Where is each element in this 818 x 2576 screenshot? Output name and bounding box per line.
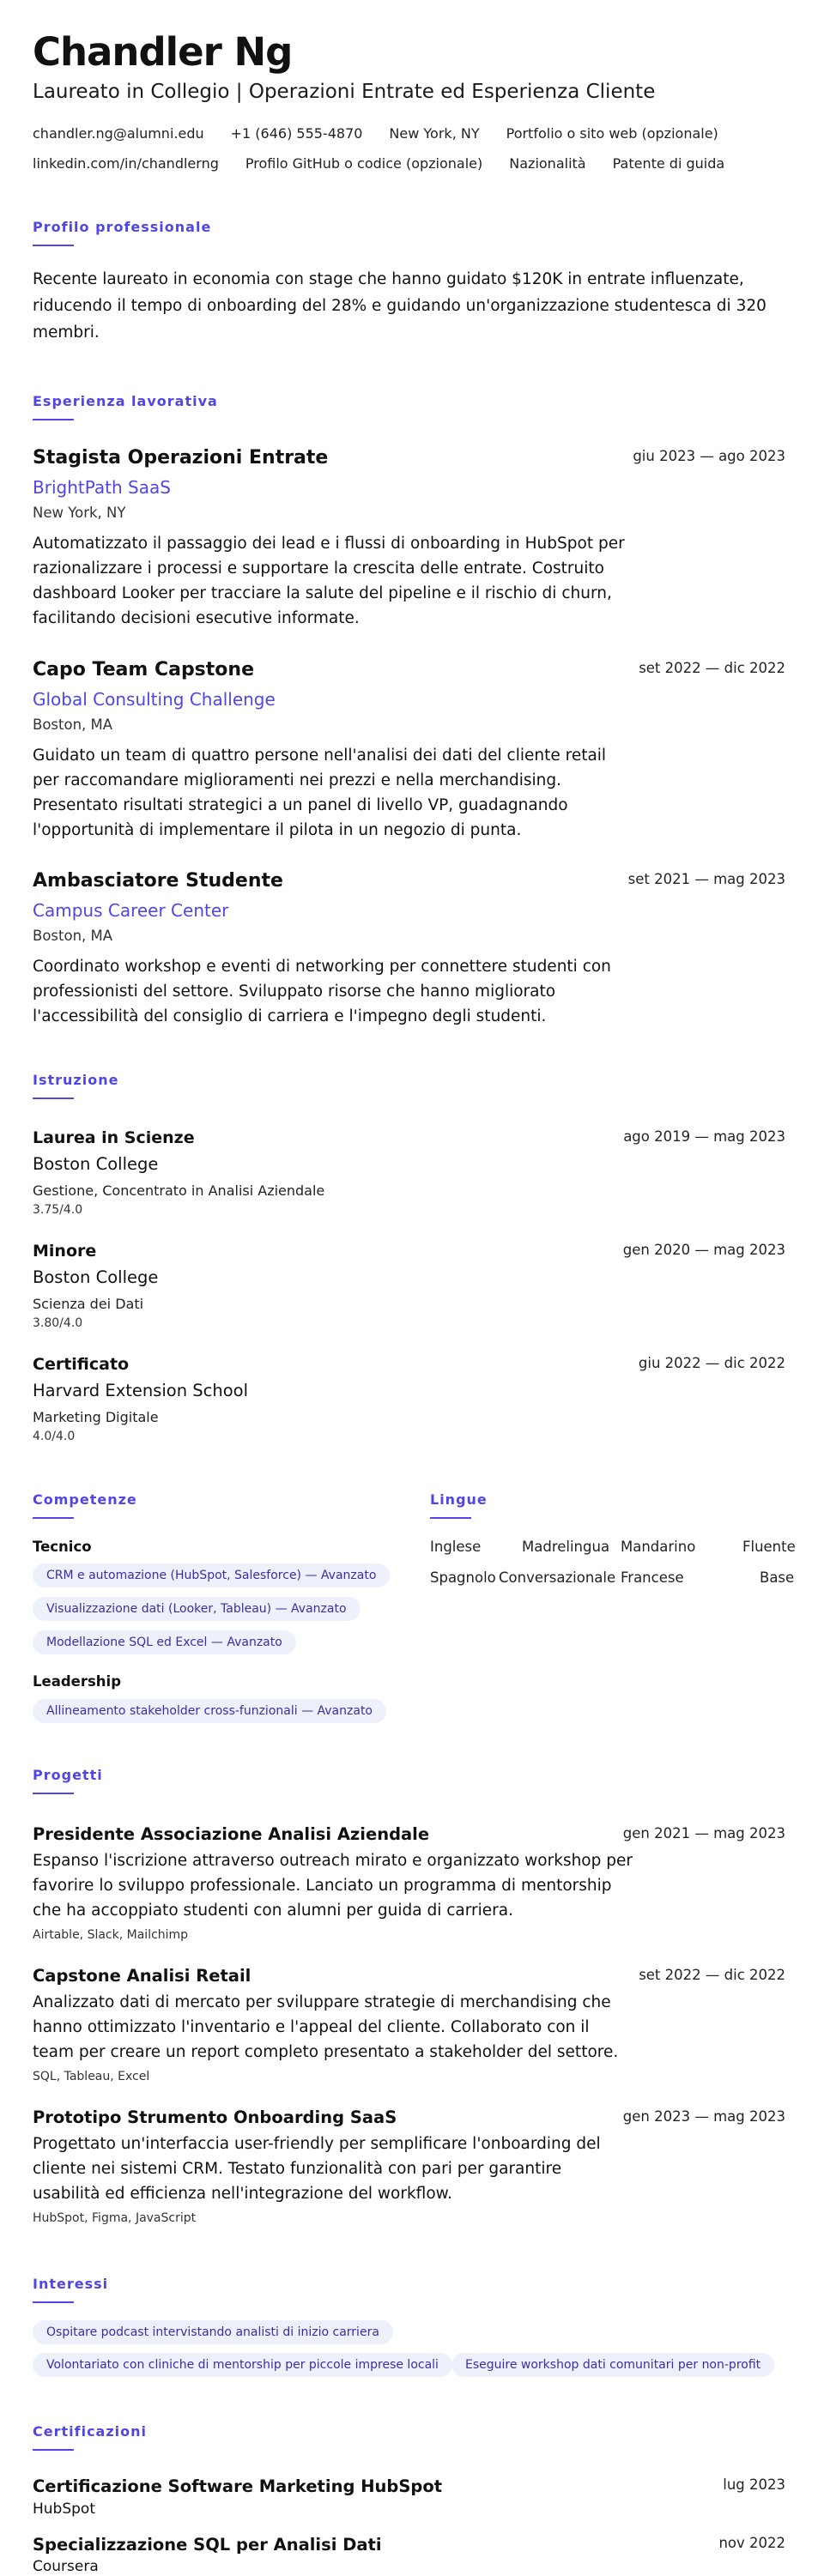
section-title-skills: Competenze [33, 1491, 137, 1508]
edu-gpa: 4.0/4.0 [33, 1430, 76, 1443]
section-title-experience: Esperienza lavorativa [33, 393, 218, 409]
section-title-profile: Profilo professionale [33, 219, 212, 235]
project-description: Analizzato dati di mercato per sviluppare strategie di merchandising che hanno ottimizzato l'inventario e l'appeal del cliente. Collaborato con il team per creare un report completo presentato a stakeholder del settore. [33, 1993, 619, 2061]
skill-group-technical: Tecnico [33, 1539, 92, 1555]
job-role: Capo Team Capstone [33, 659, 254, 680]
job-location: Boston, MA [33, 928, 113, 944]
headline: Laureato in Collegio | Operazioni Entrate ed Esperienza Cliente [33, 81, 656, 103]
project-name: Prototipo Strumento Onboarding SaaS [33, 2107, 397, 2127]
job-dates: set 2022 — dic 2022 [639, 660, 785, 676]
cert-issuer: Coursera [33, 2558, 99, 2575]
edu-school: Boston College [33, 1154, 159, 1174]
interest-tag: Ospitare podcast intervistando analisti di inizio carriera [33, 2320, 393, 2344]
project-description: Espanso l'iscrizione attraverso outreach mirato e organizzato workshop per favorire lo sviluppo professionale. Lanciato un programma di mentorship che ha accoppiato studenti con alumni per guida di carriera. [33, 1852, 633, 1920]
section-title-languages: Lingue [430, 1491, 488, 1508]
skill-group-leadership: Leadership [33, 1673, 122, 1690]
project-dates: gen 2023 — mag 2023 [622, 2108, 785, 2125]
contact-github[interactable]: Profilo GitHub o codice (opzionale) [245, 155, 483, 172]
project-tools: HubSpot, Figma, JavaScript [33, 2211, 197, 2225]
edu-dates: gen 2020 — mag 2023 [622, 1242, 785, 1258]
cert-date: nov 2022 [718, 2535, 785, 2551]
section-title-projects: Progetti [33, 1767, 103, 1783]
contact-nationality: Nazionalità [509, 155, 586, 172]
job-organization: Global Consulting Challenge [33, 689, 276, 710]
language-name: Spagnolo [430, 1569, 496, 1586]
job-role: Ambasciatore Studente [33, 870, 283, 892]
project-dates: gen 2021 — mag 2023 [622, 1825, 785, 1841]
contact-location: New York, NY [389, 125, 480, 142]
language-name: Francese [621, 1569, 684, 1586]
contact-license: Patente di guida [612, 155, 725, 172]
job-organization: Campus Career Center [33, 900, 229, 921]
project-tools: SQL, Tableau, Excel [33, 2070, 150, 2083]
project-name: Capstone Analisi Retail [33, 1966, 251, 1986]
interest-tag: Volontariato con cliniche di mentorship per piccole imprese locali [33, 2353, 452, 2377]
language-level: Fluente [742, 1539, 796, 1555]
section-rule [33, 1517, 74, 1519]
job-dates: set 2021 — mag 2023 [627, 871, 785, 887]
interest-tag: Eseguire workshop dati comunitari per non-profit [451, 2353, 774, 2377]
job-description: Automatizzato il passaggio dei lead e i flussi di onboarding in HubSpot per razionalizzare i processi e supportare la crescita delle entrate. Costruito dashboard Looker per tracciare la salute del pipeline e il rischio di churn, facilitando decisioni esecutive informate. [33, 535, 625, 627]
language-name: Mandarino [621, 1539, 696, 1555]
edu-degree: Minore [33, 1242, 97, 1261]
language-name: Inglese [430, 1539, 482, 1555]
section-rule [33, 2449, 74, 2451]
contact-email[interactable]: chandler.ng@alumni.edu [33, 125, 204, 142]
section-rule [33, 1098, 74, 1099]
language-level: Base [760, 1569, 795, 1586]
section-rule [33, 2301, 74, 2303]
section-title-interests: Interessi [33, 2276, 109, 2292]
edu-school: Boston College [33, 1267, 159, 1287]
contact-linkedin[interactable]: linkedin.com/in/chandlerng [33, 155, 219, 172]
language-level: Conversazionale [499, 1569, 616, 1586]
job-location: New York, NY [33, 505, 126, 521]
project-name: Presidente Associazione Analisi Aziendale [33, 1824, 430, 1844]
edu-field: Marketing Digitale [33, 1409, 159, 1425]
section-title-certifications: Certificazioni [33, 2423, 148, 2440]
skill-tag: CRM e automazione (HubSpot, Salesforce) — Avanzato [33, 1563, 390, 1587]
project-description: Progettato un'interfaccia user-friendly per semplificare l'onboarding del cliente nei sistemi CRM. Testato funzionalità con pari per garantire usabilità ed efficienza nell'integrazione del workflow. [33, 2135, 601, 2203]
contact-portfolio[interactable]: Portfolio o sito web (opzionale) [506, 125, 718, 142]
edu-school: Harvard Extension School [33, 1381, 249, 1400]
profile-summary: Recente laureato in economia con stage che hanno guidato $120K in entrate influenzate, riducendo il tempo di onboarding del 28% e guidando un'organizzazione studentesca di 320 membri. [33, 270, 766, 342]
edu-field: Scienza dei Dati [33, 1296, 144, 1312]
section-rule [33, 1793, 74, 1794]
edu-degree: Laurea in Scienze [33, 1128, 195, 1147]
skill-tag: Allineamento stakeholder cross-funzionali — Avanzato [33, 1699, 386, 1723]
project-tools: Airtable, Slack, Mailchimp [33, 1928, 189, 1942]
edu-dates: ago 2019 — mag 2023 [623, 1128, 785, 1145]
skill-tag: Modellazione SQL ed Excel — Avanzato [33, 1630, 296, 1654]
skill-tag: Visualizzazione dati (Looker, Tableau) — Avanzato [33, 1597, 361, 1621]
job-organization: BrightPath SaaS [33, 477, 171, 498]
job-dates: giu 2023 — ago 2023 [633, 448, 785, 464]
contact-phone[interactable]: +1 (646) 555-4870 [230, 125, 363, 142]
edu-gpa: 3.75/4.0 [33, 1203, 83, 1217]
language-level: Madrelingua [522, 1539, 610, 1555]
edu-gpa: 3.80/4.0 [33, 1316, 83, 1330]
job-description: Coordinato workshop e eventi di networking per connettere studenti con professionisti del settore. Sviluppato risorse che hanno migliorato l'accessibilità del consiglio di carriera e l'impegno degli studenti. [33, 958, 611, 1025]
section-rule [33, 419, 74, 420]
cert-name: Specializzazione SQL per Analisi Dati [33, 2535, 382, 2555]
section-rule [33, 245, 74, 246]
contact-row-1 [33, 125, 745, 142]
job-description: Guidato un team di quattro persone nell'analisi dei dati del cliente retail per raccomandare miglioramenti nei prezzi e nella merchandising. Presentato risultati strategici a un panel di livello VP, guadagnando l'opportunità di implementare il pilota in un negozio di punta. [33, 747, 607, 839]
candidate-name: Chandler Ng [33, 29, 293, 75]
contact-row-2 [33, 155, 751, 172]
edu-degree: Certificato [33, 1355, 130, 1374]
cert-name: Certificazione Software Marketing HubSpot [33, 2476, 443, 2496]
section-title-education: Istruzione [33, 1072, 119, 1088]
cert-date: lug 2023 [723, 2476, 785, 2493]
cert-issuer: HubSpot [33, 2500, 95, 2518]
edu-field: Gestione, Concentrato in Analisi Aziendale [33, 1182, 325, 1199]
edu-dates: giu 2022 — dic 2022 [638, 1355, 785, 1371]
project-dates: set 2022 — dic 2022 [639, 1967, 785, 1983]
job-location: Boston, MA [33, 717, 113, 733]
section-rule [430, 1517, 471, 1519]
job-role: Stagista Operazioni Entrate [33, 447, 329, 469]
